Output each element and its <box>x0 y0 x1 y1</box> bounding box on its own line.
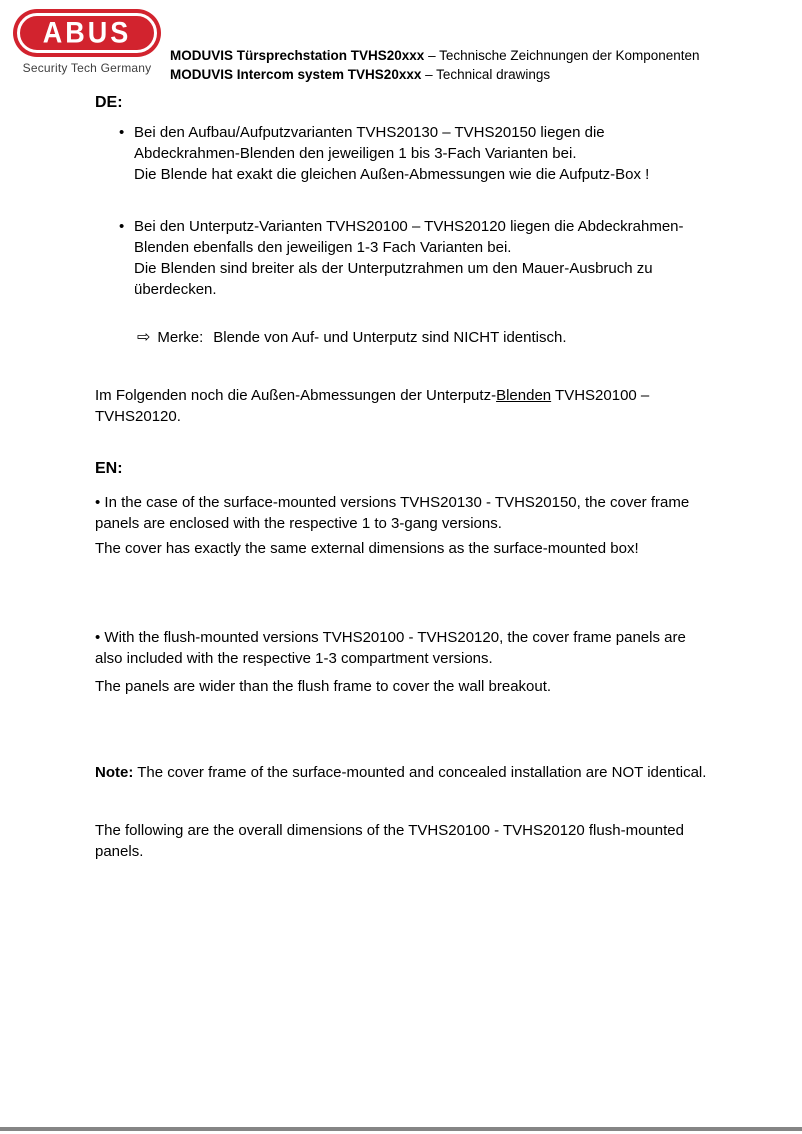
de-bullet-2 <box>119 216 684 300</box>
de-closing-paragraph <box>95 385 649 427</box>
en-paragraph-3-line-1: • With the flush-mounted versions TVHS20100 - TVHS20120, the cover frame panels are <box>95 629 686 646</box>
merke-label: Merke: <box>157 329 204 346</box>
de-bullet-2-line-4: überdecken. <box>134 281 217 298</box>
header-subtitle-en: – Technical drawings <box>421 66 551 82</box>
en-paragraph-1-line-1: • In the case of the surface-mounted versions TVHS20130 - TVHS20150, the cover frame <box>95 494 690 511</box>
en-note <box>95 762 706 783</box>
header-title-de: MODUVIS Türsprechstation TVHS20xxx <box>170 48 425 63</box>
de-closing-line-2: TVHS20120. <box>95 408 181 425</box>
de-bullet-1-line-2: Abdeckrahmen-Blenden den jeweiligen 1 bis 3-Fach Varianten bei. <box>134 145 577 162</box>
en-paragraph-3 <box>95 627 686 669</box>
de-closing-pre: Im Folgenden noch die Außen-Abmessungen der Unterputz- <box>95 387 497 404</box>
de-bullet-2-line-2: Blenden ebenfalls den jeweiligen 1-3 Fach Varianten bei. <box>134 239 512 256</box>
abus-logo-mark <box>13 9 161 57</box>
de-closing-post: TVHS20100 – <box>551 387 650 404</box>
header-subtitle-de: – Technische Zeichnungen der Komponenten <box>424 48 700 63</box>
de-bullet-1-line-3: Die Blende hat exakt die gleichen Außen-Abmessungen wie die Aufputz-Box ! <box>134 166 650 183</box>
en-paragraph-5-line-2: panels. <box>95 843 144 860</box>
page-footer-bar <box>0 1127 802 1131</box>
abus-logo <box>13 9 161 75</box>
en-note-label: Note: <box>95 764 134 781</box>
en-paragraph-4: The panels are wider than the flush frame to cover the wall breakout. <box>95 678 552 695</box>
en-paragraph-5-line-1: The following are the overall dimensions of the TVHS20100 - TVHS20120 flush-mounted <box>95 822 684 839</box>
de-closing-line-1 <box>95 385 649 406</box>
en-paragraph-3-line-2: also included with the respective 1-3 compartment versions. <box>95 650 493 667</box>
right-arrow-icon: ⇨ <box>137 329 151 346</box>
en-heading: EN: <box>95 460 123 477</box>
bullet-marker-icon: • <box>119 218 125 235</box>
en-paragraph-2: The cover has exactly the same external dimensions as the surface-mounted box! <box>95 540 639 557</box>
en-paragraph-1-line-2: panels are enclosed with the respective 1 to 3-gang versions. <box>95 515 502 532</box>
abus-logo-tagline: Security Tech Germany <box>22 61 152 75</box>
bullet-marker-icon: • <box>119 124 125 141</box>
document-header <box>170 47 700 84</box>
de-merke-note <box>137 327 567 348</box>
abus-logo-text: ABUS <box>42 16 132 49</box>
header-line-en <box>170 66 700 85</box>
de-bullet-1 <box>119 122 649 185</box>
merke-text: Blende von Auf- und Unterputz sind NICHT identisch. <box>213 329 567 346</box>
en-paragraph-1 <box>95 492 689 534</box>
de-bullet-2-line-1: Bei den Unterputz-Varianten TVHS20100 – TVHS20120 liegen die Abdeckrahmen- <box>134 218 684 235</box>
de-heading: DE: <box>95 94 123 111</box>
header-title-en: MODUVIS Intercom system TVHS20xxx <box>170 66 422 82</box>
en-paragraph-5 <box>95 820 684 862</box>
de-bullet-2-line-3: Die Blenden sind breiter als der Unterputzrahmen um den Mauer-Ausbruch zu <box>134 260 653 277</box>
de-bullet-1-line-1: Bei den Aufbau/Aufputzvarianten TVHS20130 – TVHS20150 liegen die <box>134 124 605 141</box>
de-closing-underlined: Blenden <box>496 387 552 404</box>
header-line-de <box>170 47 700 66</box>
en-note-text: The cover frame of the surface-mounted and concealed installation are NOT identical. <box>133 764 707 781</box>
